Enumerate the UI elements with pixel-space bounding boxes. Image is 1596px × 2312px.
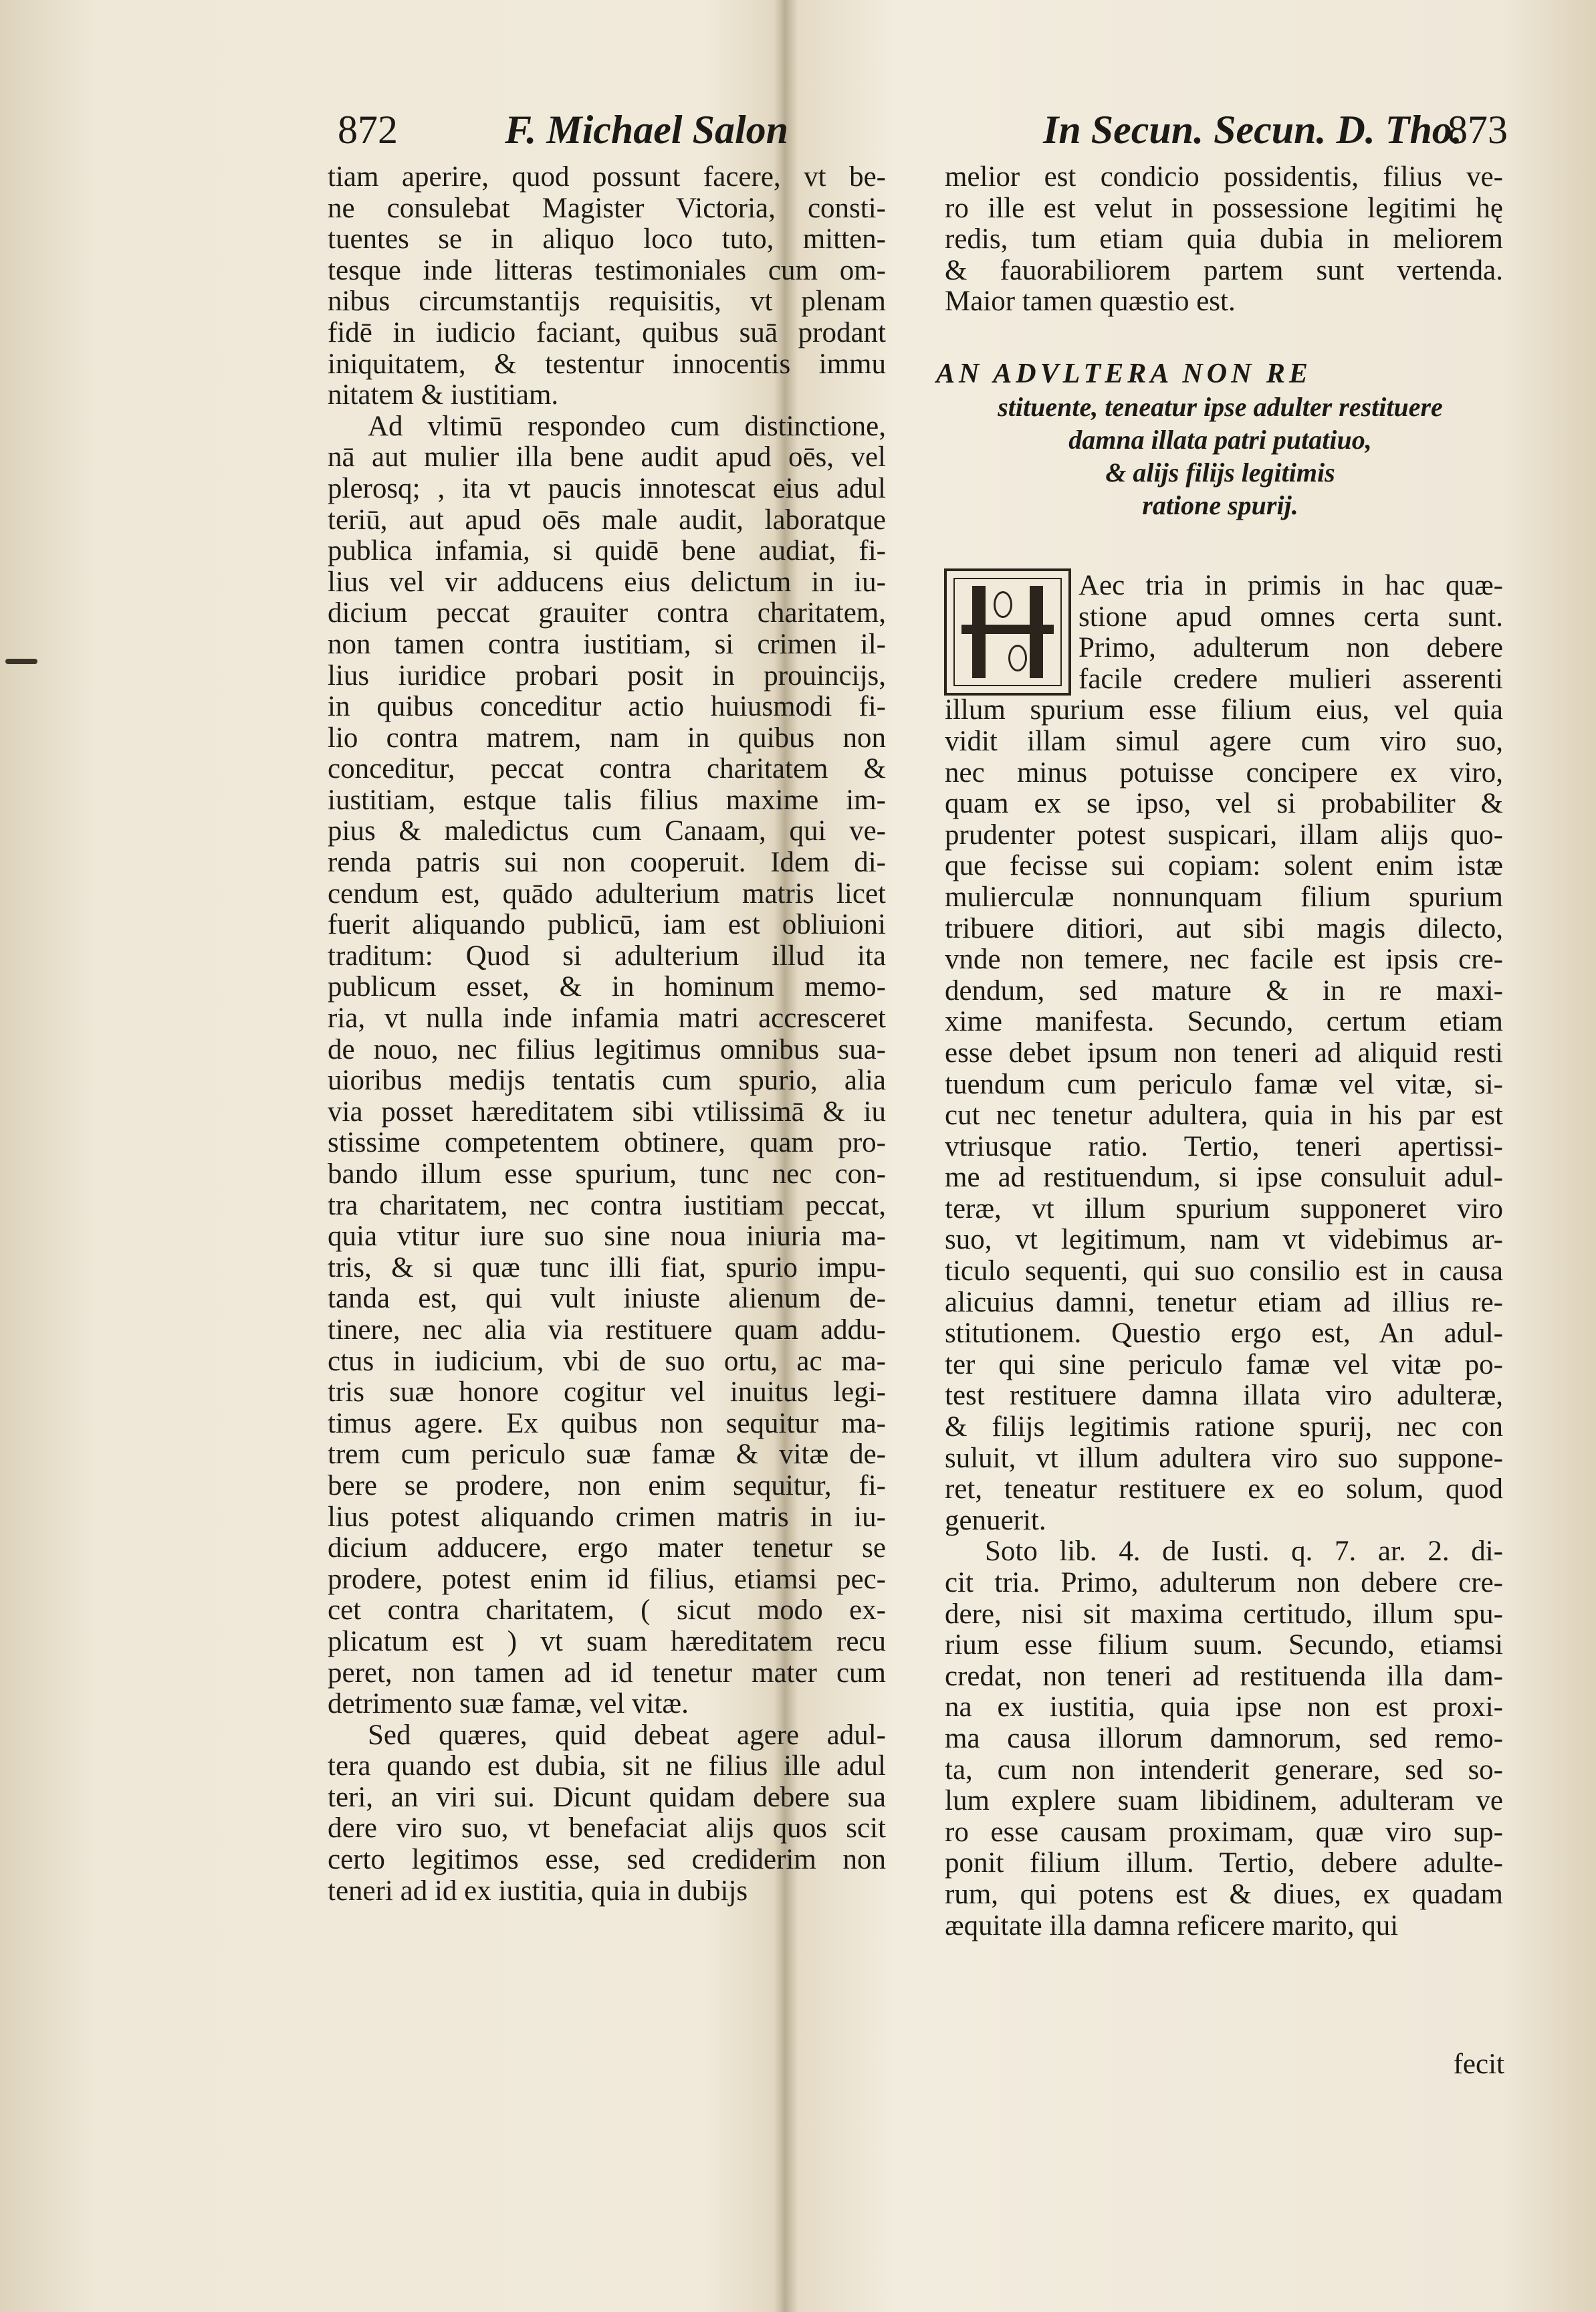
text-line: vidit illam simul agere cum viro suo, <box>945 725 1503 757</box>
text-line: lius vel vir adducens eius delictum in iu- <box>328 566 886 598</box>
text-line: dicium adducere, ergo mater tenetur se <box>328 1532 886 1564</box>
title-line: ratione spurij. <box>1142 490 1298 520</box>
text-line: cit tria. Primo, adulterum non debere cre- <box>945 1567 1503 1598</box>
text-line: trem cum periculo suæ famæ & vitæ de- <box>328 1439 886 1471</box>
text-line: certo legitimos esse, sed crediderim non <box>328 1844 886 1876</box>
text-line: uioribus medijs tentatis cum spurio, alia <box>328 1065 886 1097</box>
left-page-header <box>338 107 792 161</box>
text-line: via posset hæreditatem sibi vtilissimā & iu <box>328 1095 886 1128</box>
text-line: dicium peccat grauiter contra charitatem, <box>328 597 886 629</box>
text-line: publica infamia, si quidē bene audiat, fi- <box>328 535 886 567</box>
title-line: damna illata patri putatiuo, <box>1068 425 1372 455</box>
text-line: bando illum esse spurium, tunc nec con- <box>328 1158 886 1190</box>
text-line: Aec tria in primis in hac quæ- <box>1078 570 1503 601</box>
text-line: tiam aperire, quod possunt facere, vt be- <box>328 161 886 193</box>
text-line: conceditur, peccat contra charitatem & <box>328 753 886 785</box>
right-running-head: In Secun. Secun. D. Tho. <box>1043 108 1462 152</box>
text-line: in quibus conceditur actio huiusmodi fi- <box>328 691 886 723</box>
text-line: tera quando est dubia, sit ne filius ille adul <box>328 1750 886 1782</box>
text-line: traditum: Quod si adulterium illud ita <box>328 940 886 972</box>
text-line: lum explere suam libidinem, adulteram ve <box>945 1785 1503 1817</box>
text-line: ria, vt nulla inde infamia matri accresceret <box>328 1003 886 1035</box>
text-line: tra charitatem, nec contra iustitiam peccat, <box>328 1189 886 1221</box>
text-line: ter qui sine periculo famæ vel vitæ po- <box>945 1348 1503 1380</box>
text-line: esse debet ipsum non teneri ad aliquid resti <box>945 1037 1503 1069</box>
margin-ink-mark <box>5 659 37 664</box>
text-line: tris suæ honore cogitur vel inuitus legi- <box>328 1376 886 1408</box>
text-line: melior est condicio possidentis, filius ve- <box>945 161 1503 193</box>
text-line: lio contra matrem, nam in quibus non <box>328 722 886 754</box>
left-page-column <box>328 162 886 1907</box>
text-line: rium esse filium suum. Secundo, etiamsi <box>945 1629 1503 1661</box>
title-line: & alijs filijs legitimis <box>1105 457 1335 488</box>
text-line: facile credere mulieri asserenti <box>1078 663 1503 695</box>
text-line: me ad restituendum, si ipse consuluit adul- <box>945 1162 1503 1194</box>
text-line: suluit, vt illum adultera viro suo suppone- <box>945 1442 1503 1474</box>
text-line: teneri ad id ex iustitia, quia in dubijs <box>328 1875 748 1907</box>
text-line: nitatem & iustitiam. <box>328 379 559 411</box>
text-line: nibus circumstantijs requisitis, vt plenam <box>328 286 886 318</box>
text-line: ponit filium illum. Tertio, debere adulte- <box>945 1847 1503 1879</box>
catchword: fecit <box>1453 2048 1504 2080</box>
text-line: tuentes se in aliquo loco tuto, mitten- <box>328 223 886 255</box>
text-line: non tamen contra iustitiam, si crimen il- <box>328 628 886 660</box>
text-line: prudenter potest suspicari, illam alijs quo- <box>945 819 1503 851</box>
right-page-header <box>1043 107 1511 161</box>
text-line: ticulo sequenti, qui suo consilio est in causa <box>945 1255 1503 1287</box>
text-line: fidē in iudicio faciant, quibus suā prodant <box>328 316 886 348</box>
text-line: ret, teneatur restituere ex eo solum, quod <box>945 1473 1503 1505</box>
text-line: vtriusque ratio. Tertio, teneri apertissi- <box>945 1130 1503 1162</box>
right-page-intro <box>945 162 1503 318</box>
text-line: teræ, vt illum spurium supponeret viro <box>945 1192 1503 1225</box>
text-line: renda patris sui non cooperuit. Idem di- <box>328 847 886 879</box>
text-line: publicum esset, & in hominum memo- <box>328 971 886 1003</box>
text-line: ro esse causam proximam, quæ viro sup- <box>945 1816 1503 1848</box>
text-line: teri, an viri sui. Dicunt quidam debere sua <box>328 1781 886 1813</box>
text-line: lius iuridice probari posit in prouincijs, <box>328 659 886 692</box>
text-line: de nouo, nec filius legitimus omnibus sua- <box>328 1033 886 1065</box>
text-line: stitutionem. Questio ergo est, An adul- <box>945 1318 1503 1350</box>
text-line: ma causa illorum damnorum, sed remo- <box>945 1722 1503 1754</box>
text-line: prodere, potest enim id filius, etiamsi pec- <box>328 1563 886 1595</box>
text-line: ro ille est velut in possessione legitimi hę <box>945 192 1503 224</box>
text-line: stissime competentem obtinere, quam pro- <box>328 1127 886 1159</box>
text-line: suo, vt legitimum, nam vt videbimus ar- <box>945 1224 1503 1256</box>
text-line: vnde non temere, nec facile est ipsis cre- <box>945 944 1503 976</box>
text-line: dendum, sed mature & in re maxi- <box>945 974 1503 1007</box>
text-line: tuendum cum periculo famæ vel vitæ, si- <box>945 1068 1503 1100</box>
text-line: test restituere damna illata viro adulteræ, <box>945 1380 1503 1412</box>
text-line: tris, & si quæ tunc illi fiat, spurio impu- <box>328 1251 886 1283</box>
text-line: ne consulebat Magister Victoria, consti- <box>328 192 886 224</box>
text-line: cet contra charitatem, ( sicut modo ex- <box>328 1594 886 1626</box>
text-line: nā aut mulier illa bene audit apud oēs, vel <box>328 441 886 474</box>
text-line: Soto lib. 4. de Iusti. q. 7. ar. 2. di- <box>985 1536 1503 1568</box>
text-line: peret, non tamen ad id tenetur mater cum <box>328 1657 886 1689</box>
text-line: ta, cum non intenderit generare, sed so- <box>945 1754 1503 1786</box>
text-line: mulierculæ nonnunquam filium spurium <box>945 881 1503 913</box>
text-line: xime manifesta. Secundo, certum etiam <box>945 1006 1503 1038</box>
text-line: na ex iustitia, quia ipse non est proxi- <box>945 1691 1503 1723</box>
text-line: fuerit aliquando publicū, iam est obliuioni <box>328 909 886 941</box>
text-line: cut nec tenetur adultera, quia in his par est <box>945 1099 1503 1132</box>
text-line: cendum est, quādo adulterium matris licet <box>328 877 886 910</box>
text-line: tribuere ditiori, aut sibi magis dilecto, <box>945 912 1503 944</box>
text-line: plicatum est ) vt suam hæreditatem recu <box>328 1625 886 1657</box>
text-line: & fauorabiliorem partem sunt vertenda. <box>945 254 1503 286</box>
text-line: plerosq; , ita vt paucis innotescat eius adul <box>328 472 886 504</box>
text-line: iniquitatem, & testentur innocentis immu <box>328 348 886 380</box>
left-running-head: F. Michael Salon <box>505 108 789 152</box>
text-line: rum, qui potens est & diues, ex quadam <box>945 1878 1503 1910</box>
text-line: genuerit. <box>945 1504 1046 1536</box>
text-line: iustitiam, estque talis filius maxime im- <box>328 784 886 816</box>
text-line: stione apud omnes certa sunt. <box>1078 601 1503 633</box>
text-line: quia vtitur iure suo sine noua iniuria ma- <box>328 1221 886 1253</box>
text-line: dere, nisi sit maxima certitudo, illum spu- <box>945 1598 1503 1630</box>
text-line: Ad vltimū respondeo cum distinctione, <box>368 410 886 442</box>
text-line: ctus in iudicium, vbi de suo ortu, ac ma- <box>328 1345 886 1377</box>
title-line: stituente, teneatur ipse adulter restituere <box>998 392 1443 422</box>
text-line: pius & maledictus cum Canaam, qui ve- <box>328 815 886 847</box>
text-line: nec minus potuisse concipere ex viro, <box>945 756 1503 789</box>
text-line: timus agere. Ex quibus non sequitur ma- <box>328 1407 886 1439</box>
text-line: Maior tamen quæstio est. <box>945 286 1236 318</box>
right-page-column <box>945 570 1503 1941</box>
text-line: illum spurium esse filium eius, vel quia <box>945 694 1503 726</box>
text-line: alicuius damni, tenetur etiam ad illius re- <box>945 1286 1503 1318</box>
text-line: æquitate illa damna reficere marito, qui <box>945 1909 1399 1941</box>
text-line: lius potest aliquando crimen matris in iu- <box>328 1501 886 1533</box>
text-line: tinere, nec alia via restituere quam addu- <box>328 1313 886 1346</box>
text-line: Sed quæres, quid debeat agere adul- <box>368 1719 886 1751</box>
text-line: quam ex se ipso, vel si probabiliter & <box>945 788 1503 820</box>
text-line: bere se prodere, non enim sequitur, fi- <box>328 1469 886 1501</box>
text-line: redis, tum etiam quia dubia in meliorem <box>945 223 1503 255</box>
section-title <box>936 358 1504 522</box>
right-page-number: 873 <box>1448 108 1508 152</box>
text-line: tesque inde litteras testimoniales cum om- <box>328 254 886 286</box>
text-line: detrimento suæ famæ, vel vitæ. <box>328 1688 689 1720</box>
text-line: & filijs legitimis ratione spurij, nec con <box>945 1411 1503 1443</box>
title-line: AN ADVLTERA NON RE <box>936 358 1312 389</box>
text-line: dere viro suo, vt benefaciat alijs quos scit <box>328 1812 886 1845</box>
text-line: Primo, adulterum non debere <box>1078 632 1503 664</box>
text-line: tanda est, qui vult iniuste alienum de- <box>328 1283 886 1315</box>
text-line: que fecisse sui copiam: solent enim istæ <box>945 850 1503 882</box>
text-line: credat, non teneri ad restituenda illa dam- <box>945 1660 1503 1692</box>
left-page-number: 872 <box>338 108 398 152</box>
text-line: teriū, aut apud oēs male audit, laboratque <box>328 504 886 536</box>
